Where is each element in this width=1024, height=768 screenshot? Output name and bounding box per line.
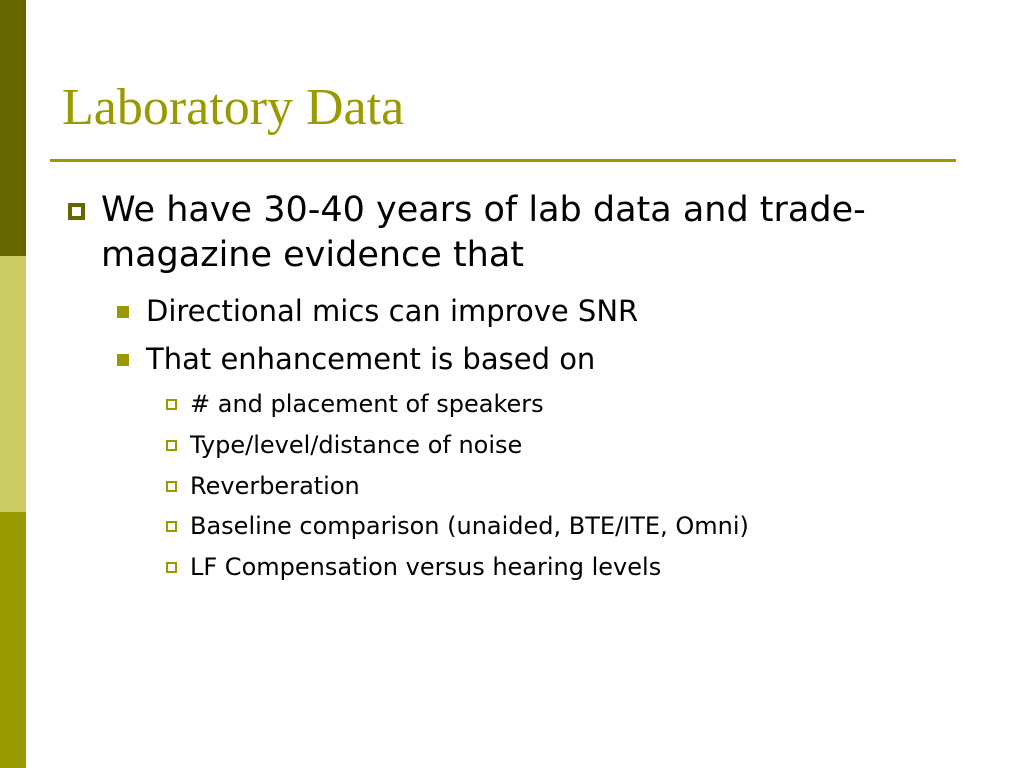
bullet-text: We have 30-40 years of lab data and trade-magazine evidence that	[101, 190, 866, 275]
bullet-text: Reverberation	[190, 472, 360, 500]
filled-square-icon	[117, 354, 129, 366]
bullet-item	[190, 471, 360, 501]
hollow-square-icon	[166, 440, 177, 451]
hollow-square-icon	[166, 399, 177, 410]
filled-square-icon	[117, 306, 129, 318]
bullet-item	[101, 188, 981, 278]
bullet-text: Type/level/distance of noise	[190, 431, 523, 459]
hollow-square-icon	[68, 203, 85, 220]
bullet-item	[146, 339, 595, 379]
bullet-item	[190, 430, 522, 460]
hollow-square-icon	[166, 521, 177, 532]
bullet-text: Directional mics can improve SNR	[146, 294, 639, 328]
bullet-item	[190, 552, 661, 582]
slide-title: Laboratory Data	[62, 79, 405, 136]
bullet-item	[190, 511, 749, 541]
bullet-text: That enhancement is based on	[146, 342, 596, 376]
bullet-item	[146, 291, 638, 331]
hollow-square-icon	[166, 481, 177, 492]
bullet-text: LF Compensation versus hearing levels	[190, 553, 662, 581]
hollow-square-icon	[166, 562, 177, 573]
bullet-text: Baseline comparison (unaided, BTE/ITE, Omni)	[190, 512, 749, 540]
bullet-text: # and placement of speakers	[190, 390, 544, 418]
bullet-item	[190, 389, 544, 419]
